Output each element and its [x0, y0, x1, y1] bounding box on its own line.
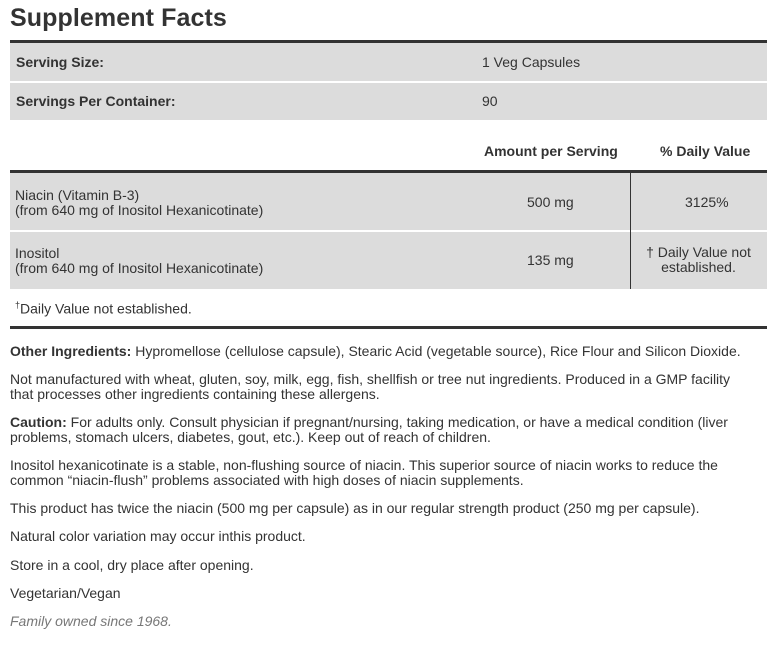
inositol-description [10, 458, 767, 488]
caution-line-2: problems, stomach ulcers, diabetes, gout, etc.). Keep out of reach of children. [10, 429, 491, 445]
servings-per-container-label: Servings Per Container: [16, 93, 176, 109]
caution-label: Caution: [10, 414, 67, 430]
footnote-text: Daily Value not established. [20, 300, 192, 317]
table-row [10, 232, 767, 289]
inositol-line-1: Inositol hexanicotinate is a stable, non-flushing source of niacin. This superior source of niacin works to reduce the [10, 457, 718, 473]
allergen-line-1: Not manufactured with wheat, gluten, soy, milk, egg, fish, shellfish or tree nut ingredients. Produced in a GMP facility [10, 371, 731, 387]
servings-per-container-value: 90 [482, 93, 498, 109]
allergen-statement [10, 372, 767, 402]
table-header [10, 140, 767, 164]
nutrient-name: Niacin (Vitamin B-3) [15, 187, 140, 203]
serving-size-value: 1 Veg Capsules [482, 54, 581, 70]
twice-niacin-statement: This product has twice the niacin (500 mg per capsule) as in our regular strength product (250 mg per capsule). [10, 500, 700, 516]
nutrient-amount: 135 mg [527, 252, 574, 268]
dagger-mark: † [15, 300, 21, 310]
nutrient-name: Inositol [15, 245, 60, 261]
color-variation-statement: Natural color variation may occur inthis product. [10, 528, 306, 544]
allergen-line-2: that processes other ingredients containing these allergens. [10, 386, 380, 402]
serving-size-label: Serving Size: [16, 54, 104, 70]
bottom-divider [10, 326, 767, 329]
amount-header: Amount per Serving [484, 143, 618, 159]
caution-line-1: For adults only. Consult physician if pregnant/nursing, taking medication, or have a medical condition (liver [66, 414, 728, 430]
daily-value-header: % Daily Value [660, 143, 751, 159]
servings-per-container-row [10, 83, 767, 120]
nutrient-source: (from 640 mg of Inositol Hexanicotinate) [15, 202, 264, 218]
footnote [10, 298, 767, 318]
inositol-line-2: common “niacin-flush” problems associated with high doses of niacin supplements. [10, 472, 524, 488]
column-divider [630, 173, 631, 289]
other-ingredients [10, 344, 767, 359]
other-ingredients-label: Other Ingredients: [10, 343, 132, 359]
serving-size-row [10, 43, 767, 81]
nutrient-daily-value-cont: established. [661, 259, 736, 275]
family-owned-statement: Family owned since 1968. [10, 613, 172, 629]
nutrient-daily-value: † Daily Value not [646, 244, 751, 260]
storage-statement: Store in a cool, dry place after opening. [10, 557, 254, 573]
page-title: Supplement Facts [10, 4, 227, 32]
caution-statement [10, 415, 767, 445]
nutrient-source: (from 640 mg of Inositol Hexanicotinate) [15, 260, 264, 276]
vegetarian-vegan-statement: Vegetarian/Vegan [10, 585, 121, 601]
table-row [10, 173, 767, 230]
nutrient-daily-value: 3125% [685, 194, 729, 210]
other-ingredients-text: Hypromellose (cellulose capsule), Stearic Acid (vegetable source), Rice Flour and Silicon Dioxide. [131, 343, 741, 359]
nutrient-amount: 500 mg [527, 194, 574, 210]
